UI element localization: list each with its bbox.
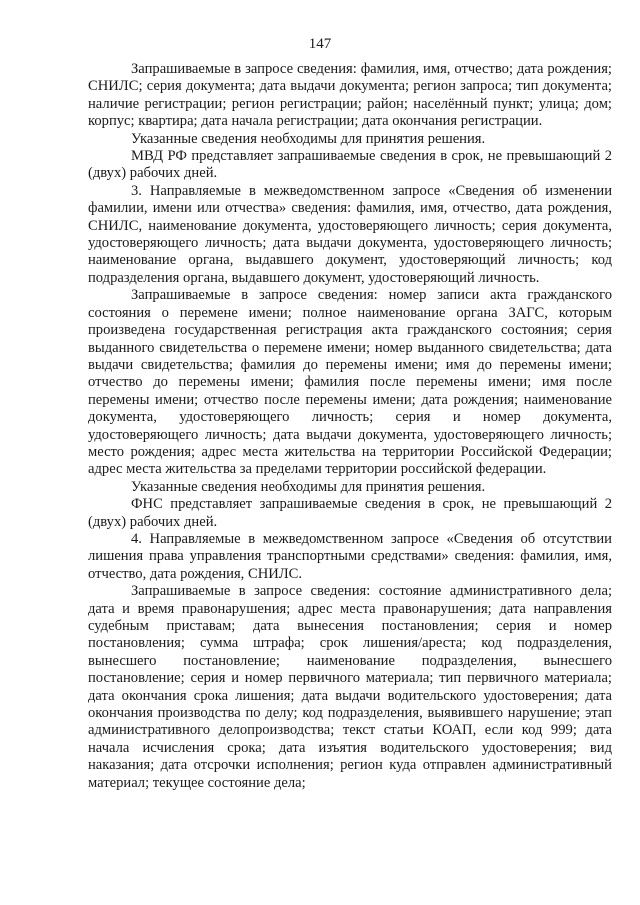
document-body bbox=[88, 61, 612, 792]
paragraph-item-3-name-change: 3. Направляемые в межведомственном запросе «Сведения об изменении фамилии, имени или отчества» сведения: фамилия, имя, отчество, дата рождения, СНИЛС, наименование документа, удостоверяющего личность; серия документа, удостоверяющего личность; дата выдачи документа, удостоверяющего личность; наименование органа, выдавшего документ, удостоверяющий личность; код подразделения органа, выдавшего документ, удостоверяющий личность. bbox=[88, 182, 612, 286]
paragraph-requested-data-zags: Запрашиваемые в запросе сведения: номер записи акта гражданского состояния о перемене имени; полное наименование органа ЗАГС, которым произведена государственная регистрация акта гражданского состояния; серия выданного свидетельства о перемене имени; номер выданного свидетельства; дата выдачи свидетельства; фамилия до перемены имени; имя до перемены имени; отчество до перемены имени; фамилия после перемены имени; имя после перемены имени; отчество после перемены имени; дата рождения; наименование документа, удостоверяющего личность; серия и номер документа, удостоверяющего личность; дата выдачи документа, удостоверяющего личность; место рождения; адрес места жительства на территории Российской Федерации; адрес места жительства за пределами территории российской федерации. bbox=[88, 287, 612, 478]
paragraph-item-4-driving-rights: 4. Направляемые в межведомственном запросе «Сведения об отсутствии лишения права управления транспортными средствами» сведения: фамилия, имя, отчество, дата рождения, СНИЛС. bbox=[88, 530, 612, 582]
paragraph-data-needed-2: Указанные сведения необходимы для принятия решения. bbox=[131, 478, 486, 495]
paragraph-requested-data-mvd: Запрашиваемые в запросе сведения: фамилия, имя, отчество; дата рождения; СНИЛС; серия документа; дата выдачи документа; регион запроса; тип документа; наличие регистрации; регион регистрации; район; населённый пункт; улица; дом; корпус; квартира; дата начала регистрации; дата окончания регистрации. bbox=[88, 61, 612, 130]
page-number: 147 bbox=[308, 36, 332, 52]
paragraph-requested-data-gibdd: Запрашиваемые в запросе сведения: состояние административного дела; дата и время правонарушения; адрес места правонарушения; дата направления судебным приставам; дата вынесения постановления; серия и номер постановления; сумма штрафа; срок лишения/ареста; код подразделения, вынесшего постановление; наименование подразделения, вынесшего постановление; серия и номер первичного материала; тип первичного материала; дата окончания срока лишения; дата выдачи водительского удостоверения; дата окончания производства по делу; код подразделения, выявившего нарушение; этап административного делопроизводства; текст статьи КОАП, если код 999; дата начала исчисления срока; дата изъятия водительского удостоверения; вид наказания; дата отсрочки исполнения; регион куда отправлен административный материал; текущее состояние дела; bbox=[88, 583, 612, 791]
paragraph-data-needed-1: Указанные сведения необходимы для принятия решения. bbox=[131, 130, 486, 147]
paragraph-mvd-deadline: МВД РФ представляет запрашиваемые сведения в срок, не превышающий 2 (двух) рабочих дней. bbox=[88, 148, 612, 182]
paragraph-fns-deadline: ФНС представляет запрашиваемые сведения в срок, не превышающий 2 (двух) рабочих дней. bbox=[88, 496, 612, 530]
